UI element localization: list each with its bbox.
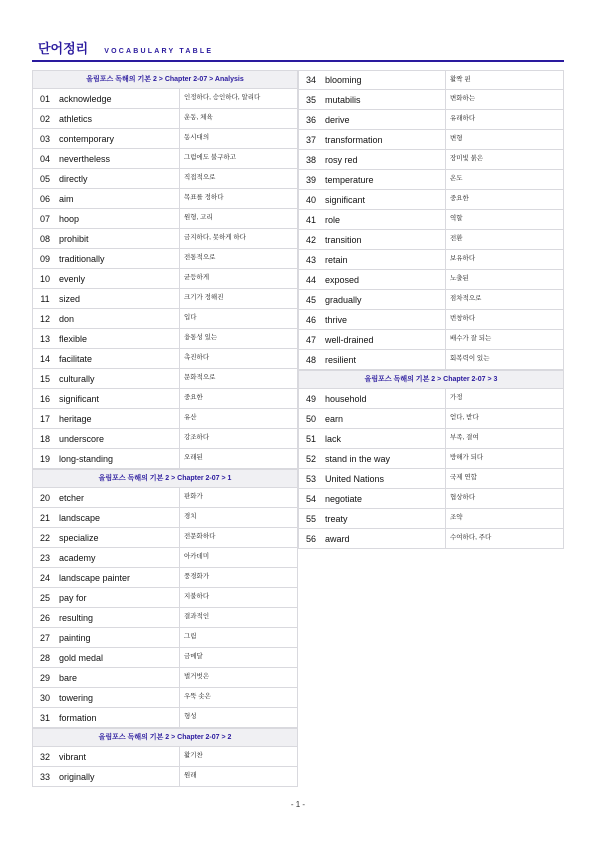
vocab-word: blooming — [325, 75, 362, 85]
vocab-number: 46 — [305, 314, 316, 325]
vocab-word: long-standing — [59, 453, 114, 464]
vocab-word: negotiate — [325, 493, 363, 504]
vocab-word: originally — [59, 771, 95, 782]
vocab-row — [32, 169, 298, 189]
vocab-word: retain — [325, 254, 348, 265]
vocab-word: transformation — [325, 134, 383, 145]
vocab-word: don — [59, 313, 75, 324]
vocab-meaning: 수여하다, 주다 — [445, 529, 563, 548]
vocab-row — [32, 429, 298, 449]
vocab-row — [32, 568, 298, 588]
vocab-number: 38 — [305, 154, 316, 165]
vocab-number: 30 — [39, 692, 50, 703]
vocab-meaning: 풍경화가 — [179, 568, 297, 587]
vocab-row — [298, 509, 564, 529]
vocab-row — [32, 668, 298, 688]
vocab-meaning: 점차적으로 — [445, 290, 563, 309]
vocab-row — [298, 449, 564, 469]
vocab-row — [32, 409, 298, 429]
vocab-row — [298, 389, 564, 409]
vocab-number: 05 — [39, 173, 50, 184]
vocab-number: 08 — [39, 233, 50, 244]
vocab-number: 48 — [305, 354, 316, 365]
vocab-number: 24 — [39, 572, 50, 583]
vocab-word: lack — [325, 433, 342, 444]
vocab-row — [298, 409, 564, 429]
vocab-word: significant — [325, 194, 366, 205]
vocab-meaning: 전환 — [445, 230, 563, 249]
vocab-meaning: 장미빛 붉은 — [445, 150, 563, 169]
vocab-row — [32, 389, 298, 409]
vocab-row — [32, 329, 298, 349]
vocab-word: pay for — [59, 592, 87, 603]
vocab-row — [32, 189, 298, 209]
vocab-word: academy — [59, 552, 96, 563]
vocab-number: 20 — [39, 492, 50, 503]
vocab-number: 43 — [305, 254, 316, 265]
vocab-meaning: 변형 — [445, 130, 563, 149]
vocab-meaning: 가정 — [445, 389, 563, 408]
vocab-row — [32, 209, 298, 229]
vocab-meaning: 금지하다, 못하게 하다 — [179, 229, 297, 248]
vocab-word: directly — [59, 173, 88, 184]
vocab-number: 50 — [305, 413, 316, 424]
vocab-number: 28 — [39, 652, 50, 663]
vocab-row — [32, 747, 298, 767]
vocab-number: 09 — [39, 253, 50, 264]
vocab-row — [298, 469, 564, 489]
vocab-word: contemporary — [59, 133, 115, 144]
vocab-meaning: 전통적으로 — [179, 249, 297, 268]
vocab-row — [32, 249, 298, 269]
vocab-number: 33 — [39, 771, 50, 782]
vocab-word: household — [325, 393, 367, 404]
vocab-meaning: 그림 — [179, 628, 297, 647]
vocab-number: 42 — [305, 234, 316, 245]
vocab-row — [32, 588, 298, 608]
vocab-meaning: 조약 — [445, 509, 563, 528]
vocab-row — [32, 349, 298, 369]
section-header: 올림포스 독해의 기본 2 > Chapter 2-07 > 3 — [298, 370, 564, 389]
vocab-number: 25 — [39, 592, 50, 603]
vocab-number: 01 — [39, 93, 50, 104]
vocab-meaning: 역할 — [445, 210, 563, 229]
vocab-number: 27 — [39, 632, 50, 643]
vocab-meaning: 판화가 — [179, 488, 297, 507]
vocab-row — [32, 89, 298, 109]
vocab-meaning: 유래하다 — [445, 110, 563, 129]
vocab-word: landscape — [59, 512, 101, 523]
vocab-meaning: 목표를 정하다 — [179, 189, 297, 208]
vocab-row — [298, 70, 564, 90]
vocab-row — [32, 488, 298, 508]
vocab-number: 37 — [305, 134, 316, 145]
vocab-word: bare — [59, 672, 78, 683]
vocab-meaning: 균등하게 — [179, 269, 297, 288]
vocab-word: painting — [59, 632, 91, 643]
vocab-word: towering — [59, 692, 94, 703]
vocab-word: mutabilis — [325, 94, 361, 105]
vocab-meaning: 그럼에도 불구하고 — [179, 149, 297, 168]
vocab-word: stand in the way — [325, 453, 391, 464]
vocab-word: award — [325, 533, 350, 544]
vocab-row — [32, 708, 298, 728]
vocab-meaning: 운동, 체육 — [179, 109, 297, 128]
vocab-number: 13 — [39, 333, 50, 344]
vocab-word: aim — [59, 193, 74, 204]
vocab-row — [32, 229, 298, 249]
vocab-row — [32, 129, 298, 149]
vocab-word: prohibit — [59, 233, 89, 244]
vocab-row — [32, 309, 298, 329]
page-header — [38, 38, 213, 58]
vocab-meaning: 중요한 — [445, 190, 563, 209]
vocab-number: 07 — [39, 213, 50, 224]
page-subtitle: VOCABULARY TABLE — [104, 48, 214, 55]
vocab-meaning: 융통성 있는 — [179, 329, 297, 348]
vocab-number: 47 — [305, 334, 316, 345]
vocab-number: 14 — [39, 353, 50, 364]
vocab-row — [32, 109, 298, 129]
vocab-number: 12 — [39, 313, 50, 324]
vocab-column-left — [32, 70, 298, 787]
vocab-row — [298, 310, 564, 330]
vocab-meaning: 촉진하다 — [179, 349, 297, 368]
vocab-meaning: 벌거벗은 — [179, 668, 297, 687]
vocab-number: 23 — [39, 552, 50, 563]
section-header: 올림포스 독해의 기본 2 > Chapter 2-07 > 2 — [32, 728, 298, 747]
vocab-meaning: 직접적으로 — [179, 169, 297, 188]
vocab-number: 49 — [305, 393, 316, 404]
vocab-number: 19 — [39, 453, 50, 464]
vocab-number: 44 — [305, 274, 316, 285]
vocab-number: 04 — [39, 153, 50, 164]
vocab-row — [298, 150, 564, 170]
vocab-number: 03 — [39, 133, 50, 144]
vocab-meaning: 문화적으로 — [179, 369, 297, 388]
vocab-number: 56 — [305, 533, 316, 544]
vocab-row — [32, 648, 298, 668]
section-header: 올림포스 독해의 기본 2 > Chapter 2-07 > 1 — [32, 469, 298, 488]
vocab-word: flexible — [59, 333, 88, 344]
vocab-row — [32, 528, 298, 548]
vocab-meaning: 활기찬 — [179, 747, 297, 766]
vocab-word: well-drained — [325, 334, 374, 345]
vocab-meaning: 동시대의 — [179, 129, 297, 148]
vocab-row — [298, 210, 564, 230]
vocab-number: 39 — [305, 174, 316, 185]
vocab-word: athletics — [59, 113, 93, 124]
vocab-meaning: 방해가 되다 — [445, 449, 563, 468]
vocab-meaning: 활짝 핀 — [445, 71, 563, 89]
vocab-number: 52 — [305, 453, 316, 464]
vocab-meaning: 지불하다 — [179, 588, 297, 607]
vocab-word: underscore — [59, 433, 105, 444]
vocab-meaning: 국제 연합 — [445, 469, 563, 488]
vocab-row — [298, 250, 564, 270]
section-header: 올림포스 독해의 기본 2 > Chapter 2-07 > Analysis — [32, 70, 298, 89]
vocab-number: 35 — [305, 94, 316, 105]
vocab-meaning: 강조하다 — [179, 429, 297, 448]
vocab-meaning: 인정하다, 승인하다, 알리다 — [179, 89, 297, 108]
vocab-column-right — [298, 70, 564, 549]
vocab-number: 55 — [305, 513, 316, 524]
vocab-meaning: 중요한 — [179, 389, 297, 408]
vocab-meaning: 전문화하다 — [179, 528, 297, 547]
vocab-meaning: 온도 — [445, 170, 563, 189]
vocab-number: 40 — [305, 194, 316, 205]
vocab-row — [32, 449, 298, 469]
vocab-word: heritage — [59, 413, 92, 424]
vocab-word: nevertheless — [59, 153, 111, 164]
vocab-word: transition — [325, 234, 362, 245]
vocab-number: 21 — [39, 512, 50, 523]
vocab-meaning: 형성 — [179, 708, 297, 727]
vocab-row — [298, 270, 564, 290]
vocab-row — [298, 130, 564, 150]
vocab-meaning: 결과적인 — [179, 608, 297, 627]
vocab-word: etcher — [59, 492, 85, 503]
vocab-meaning: 오래된 — [179, 449, 297, 468]
vocab-meaning: 회복력이 있는 — [445, 350, 563, 369]
vocab-word: gradually — [325, 294, 362, 305]
vocab-meaning: 배수가 잘 되는 — [445, 330, 563, 349]
vocab-row — [298, 290, 564, 310]
vocab-word: treaty — [325, 513, 348, 524]
vocab-number: 18 — [39, 433, 50, 444]
vocab-number: 15 — [39, 373, 50, 384]
vocab-number: 53 — [305, 473, 316, 484]
vocab-row — [298, 529, 564, 549]
header-divider — [32, 60, 564, 62]
vocab-word: United Nations — [325, 473, 385, 484]
vocab-number: 54 — [305, 493, 316, 504]
vocab-word: earn — [325, 413, 344, 424]
vocab-number: 29 — [39, 672, 50, 683]
vocab-meaning: 원형, 고리 — [179, 209, 297, 228]
vocab-row — [32, 688, 298, 708]
vocab-word: resilient — [325, 354, 357, 365]
vocab-word: vibrant — [59, 751, 87, 762]
vocab-word: hoop — [59, 213, 80, 224]
vocab-word: rosy red — [325, 154, 358, 165]
vocab-word: temperature — [325, 174, 374, 185]
vocab-row — [32, 628, 298, 648]
vocab-word: significant — [59, 393, 100, 404]
vocab-number: 17 — [39, 413, 50, 424]
vocab-meaning: 크기가 정해진 — [179, 289, 297, 308]
vocab-row — [32, 369, 298, 389]
vocab-meaning: 변화하는 — [445, 90, 563, 109]
vocab-meaning: 노출된 — [445, 270, 563, 289]
vocab-word: sized — [59, 293, 81, 304]
vocab-row — [298, 170, 564, 190]
vocab-number: 45 — [305, 294, 316, 305]
vocab-row — [298, 110, 564, 130]
vocab-number: 31 — [39, 712, 50, 723]
vocab-number: 34 — [305, 75, 316, 85]
vocab-meaning: 부족, 결여 — [445, 429, 563, 448]
vocab-word: landscape painter — [59, 572, 131, 583]
page-title: 단어정리 — [38, 41, 89, 56]
vocab-number: 22 — [39, 532, 50, 543]
vocab-meaning: 우뚝 솟은 — [179, 688, 297, 707]
vocab-number: 02 — [39, 113, 50, 124]
vocab-word: exposed — [325, 274, 360, 285]
vocab-row — [298, 190, 564, 210]
vocab-word: resulting — [59, 612, 94, 623]
vocab-number: 16 — [39, 393, 50, 404]
vocab-number: 06 — [39, 193, 50, 204]
vocab-row — [298, 330, 564, 350]
vocab-word: derive — [325, 114, 350, 125]
vocab-meaning: 입다 — [179, 309, 297, 328]
vocab-row — [298, 429, 564, 449]
vocab-row — [32, 269, 298, 289]
vocab-word: culturally — [59, 373, 95, 384]
vocab-meaning: 보유하다 — [445, 250, 563, 269]
vocab-word: formation — [59, 712, 97, 723]
vocab-word: evenly — [59, 273, 86, 284]
vocab-number: 10 — [39, 273, 50, 284]
vocab-word: specialize — [59, 532, 99, 543]
vocab-row — [32, 508, 298, 528]
vocab-number: 11 — [40, 293, 50, 304]
vocab-word: gold medal — [59, 652, 104, 663]
vocab-word: thrive — [325, 314, 348, 325]
vocab-meaning: 유산 — [179, 409, 297, 428]
vocab-row — [32, 608, 298, 628]
vocab-word: traditionally — [59, 253, 105, 264]
vocab-word: facilitate — [59, 353, 93, 364]
vocab-row — [298, 350, 564, 370]
vocab-row — [32, 548, 298, 568]
vocab-meaning: 협상하다 — [445, 489, 563, 508]
vocab-meaning: 금메달 — [179, 648, 297, 667]
vocab-number: 32 — [39, 751, 50, 762]
vocab-word: role — [325, 214, 341, 225]
vocab-word: acknowledge — [59, 93, 112, 104]
vocab-meaning: 얻다, 받다 — [445, 409, 563, 428]
page-number: - 1 - — [290, 800, 306, 809]
vocab-number: 51 — [305, 433, 316, 444]
vocab-row — [298, 489, 564, 509]
vocab-row — [32, 289, 298, 309]
vocab-row — [298, 90, 564, 110]
vocab-number: 36 — [305, 114, 316, 125]
vocab-row — [298, 230, 564, 250]
vocab-number: 41 — [305, 214, 316, 225]
vocab-meaning: 경치 — [179, 508, 297, 527]
vocab-meaning: 아카데미 — [179, 548, 297, 567]
vocab-meaning: 번창하다 — [445, 310, 563, 329]
vocab-row — [32, 149, 298, 169]
vocab-meaning: 원래 — [179, 767, 297, 786]
vocab-number: 26 — [39, 612, 50, 623]
vocab-row — [32, 767, 298, 787]
